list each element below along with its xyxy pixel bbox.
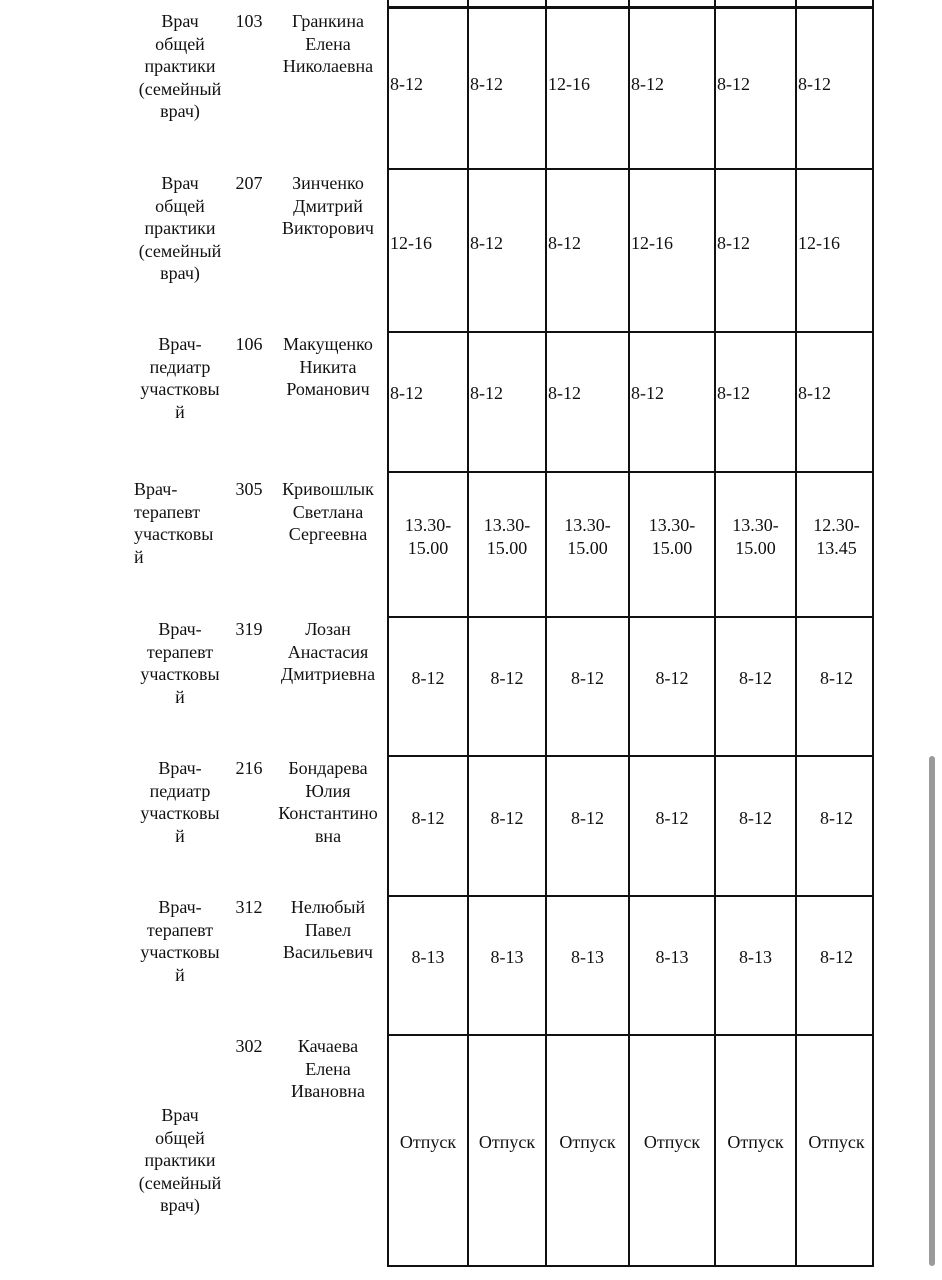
hours-cell: 13.30- 15.00 <box>630 471 716 616</box>
position-line: участковы <box>140 379 220 399</box>
name-line: Константино <box>278 803 378 823</box>
position-line: врач) <box>160 1195 200 1215</box>
hours-cell: 8-12 <box>469 331 547 471</box>
hours-cell: 13.30- 15.00 <box>716 471 797 616</box>
hours-cell: 13.30- 15.00 <box>547 471 630 616</box>
hours-cell: 8-12 <box>716 755 797 895</box>
position-line: врач) <box>160 101 200 121</box>
position-line: общей <box>155 1127 205 1148</box>
hours-cell: 8-12 <box>716 170 797 331</box>
hours-cell: 8-12 <box>469 755 547 895</box>
position-line: Врач- <box>158 334 202 354</box>
hours-cell: 12-16 <box>547 9 630 168</box>
doctor-name <box>272 10 384 78</box>
name-line: Николаевна <box>282 56 374 76</box>
name-line: Бондарева <box>288 758 368 778</box>
position-line: й <box>175 401 185 422</box>
position-line: участковы <box>140 942 220 962</box>
position-line: педиатр <box>149 356 211 377</box>
position-line: Врач- <box>158 619 202 639</box>
doctor-name <box>272 478 384 546</box>
name-line: Юлия <box>305 780 351 801</box>
room-number: 106 <box>235 334 263 354</box>
vertical-scrollbar[interactable] <box>929 756 935 1266</box>
position-line: Врач <box>161 11 199 31</box>
position-line: терапевт <box>146 919 214 940</box>
position-line: общей <box>155 195 205 216</box>
hours-cell: 8-13 <box>630 895 716 1034</box>
hours-cell: 8-12 <box>389 755 469 895</box>
position-line: педиатр <box>149 780 211 801</box>
hours-cell: 8-13 <box>547 895 630 1034</box>
hours-cell: 8-12 <box>469 9 547 168</box>
hours-cell: 13.30- 15.00 <box>389 471 469 616</box>
hours-cell: 13.30- 15.00 <box>469 471 547 616</box>
position-cell <box>132 333 228 423</box>
hours-cell: 8-12 <box>547 331 630 471</box>
position-line: Врач- <box>158 897 202 917</box>
room-number: 302 <box>235 1036 263 1056</box>
room-number: 103 <box>235 11 263 31</box>
name-line: Васильевич <box>283 942 373 962</box>
name-line: Макущенко <box>283 334 373 354</box>
hours-grid <box>387 616 874 757</box>
room-number: 305 <box>235 479 263 499</box>
hours-grid <box>387 471 874 618</box>
name-line: Кривошлык <box>282 479 374 499</box>
name-line: Сергеевна <box>288 524 368 544</box>
hours-cell: 12-16 <box>630 170 716 331</box>
room-number: 207 <box>235 173 263 193</box>
doctor-name <box>272 757 384 847</box>
hours-cell: Отпуск <box>630 1034 716 1265</box>
name-line: Никита <box>299 356 357 377</box>
name-line: Лозан <box>305 619 351 639</box>
position-cell <box>132 10 228 123</box>
position-cell <box>132 172 228 285</box>
hours-grid <box>387 331 874 473</box>
name-line: Павел <box>304 919 352 940</box>
name-line: вна <box>314 825 342 846</box>
position-line: Врач- <box>134 479 178 499</box>
position-line: терапевт <box>146 641 214 662</box>
hours-cell: 8-12 <box>389 331 469 471</box>
name-line: Гранкина <box>292 11 364 31</box>
hours-cell: 8-12 <box>820 668 853 688</box>
hours-cell: 8-12 <box>820 808 853 828</box>
hours-cell: Отпуск <box>469 1034 547 1265</box>
hours-cell: 8-12 <box>716 616 797 755</box>
position-cell <box>132 618 228 708</box>
hours-cell: 8-12 <box>389 9 469 168</box>
position-line: участковы <box>140 803 220 823</box>
position-cell <box>132 896 228 986</box>
hours-cell: 8-12 <box>547 170 630 331</box>
position-line: (семейный <box>138 78 222 99</box>
hours-cell: 8-12 <box>547 616 630 755</box>
position-line: терапевт <box>134 501 201 522</box>
hours-cell: 12-16 <box>389 170 469 331</box>
room-number: 312 <box>235 897 263 917</box>
hours-cell: Отпуск <box>808 1132 865 1152</box>
hours-cell: 8-12 <box>630 616 716 755</box>
doctor-name <box>272 1035 384 1103</box>
name-line: Елена <box>305 33 351 54</box>
name-line: Дмитриевна <box>280 664 376 684</box>
hours-cell: Отпуск <box>547 1034 630 1265</box>
hours-grid <box>387 895 874 1036</box>
position-line: й <box>175 964 185 985</box>
hours-cell: 8-12 <box>630 9 716 168</box>
hours-cell: 8-12 <box>469 170 547 331</box>
hours-cell: 8-12 <box>820 947 853 967</box>
hours-cell: Отпуск <box>389 1034 469 1265</box>
position-line: Врач <box>161 1105 199 1125</box>
doctor-name <box>272 333 384 401</box>
name-line: Анастасия <box>287 641 369 662</box>
position-line: практики <box>144 56 216 76</box>
position-line: Врач- <box>158 758 202 778</box>
hours-grid <box>387 170 874 333</box>
name-line: Елена <box>305 1058 351 1079</box>
hours-grid <box>387 755 874 897</box>
room-number: 216 <box>235 758 263 778</box>
hours-grid <box>387 1034 874 1267</box>
hours-cell: 8-13 <box>469 895 547 1034</box>
position-line: врач) <box>160 263 200 283</box>
name-line: Ивановна <box>290 1081 365 1101</box>
room-number: 319 <box>235 619 263 639</box>
position-line: й <box>175 686 185 707</box>
hours-cell: 8-12 <box>630 755 716 895</box>
doctor-name <box>272 618 384 686</box>
hours-cell: 8-12 <box>716 9 797 168</box>
position-line: общей <box>155 33 205 54</box>
hours-cell: 8-13 <box>716 895 797 1034</box>
doctor-name <box>272 896 384 964</box>
position-line: участковы <box>134 524 214 544</box>
hours-cell: 8-12 <box>389 616 469 755</box>
hours-cell: 8-12 <box>630 331 716 471</box>
hours-cell: 8-13 <box>389 895 469 1034</box>
hours-cell: 8-12 <box>798 383 831 403</box>
name-line: Романович <box>286 379 370 399</box>
name-line: Качаева <box>297 1036 359 1056</box>
name-line: Викторович <box>282 218 374 238</box>
name-line: Дмитрий <box>293 195 363 216</box>
position-line: (семейный <box>138 1172 222 1193</box>
position-line: й <box>175 825 185 846</box>
hours-cell: 8-12 <box>716 331 797 471</box>
hours-cell: 8-12 <box>547 755 630 895</box>
name-line: Зинченко <box>292 173 364 193</box>
position-cell <box>132 757 228 847</box>
hours-grid <box>387 7 874 170</box>
position-cell <box>134 478 224 568</box>
hours-cell: Отпуск <box>716 1034 797 1265</box>
position-line: участковы <box>140 664 220 684</box>
name-line: Светлана <box>292 501 364 522</box>
hours-cell: 12.30- 13.45 <box>813 515 860 558</box>
position-line: практики <box>144 218 216 238</box>
hours-cell: 8-12 <box>469 616 547 755</box>
name-line: Нелюбый <box>290 897 366 917</box>
position-line: (семейный <box>138 240 222 261</box>
hours-cell: 12-16 <box>798 233 840 253</box>
position-line: й <box>134 546 144 567</box>
position-line: практики <box>144 1150 216 1170</box>
position-line: Врач <box>161 173 199 193</box>
doctor-name <box>272 172 384 240</box>
position-cell <box>132 1104 228 1217</box>
hours-cell: 8-12 <box>798 74 831 94</box>
